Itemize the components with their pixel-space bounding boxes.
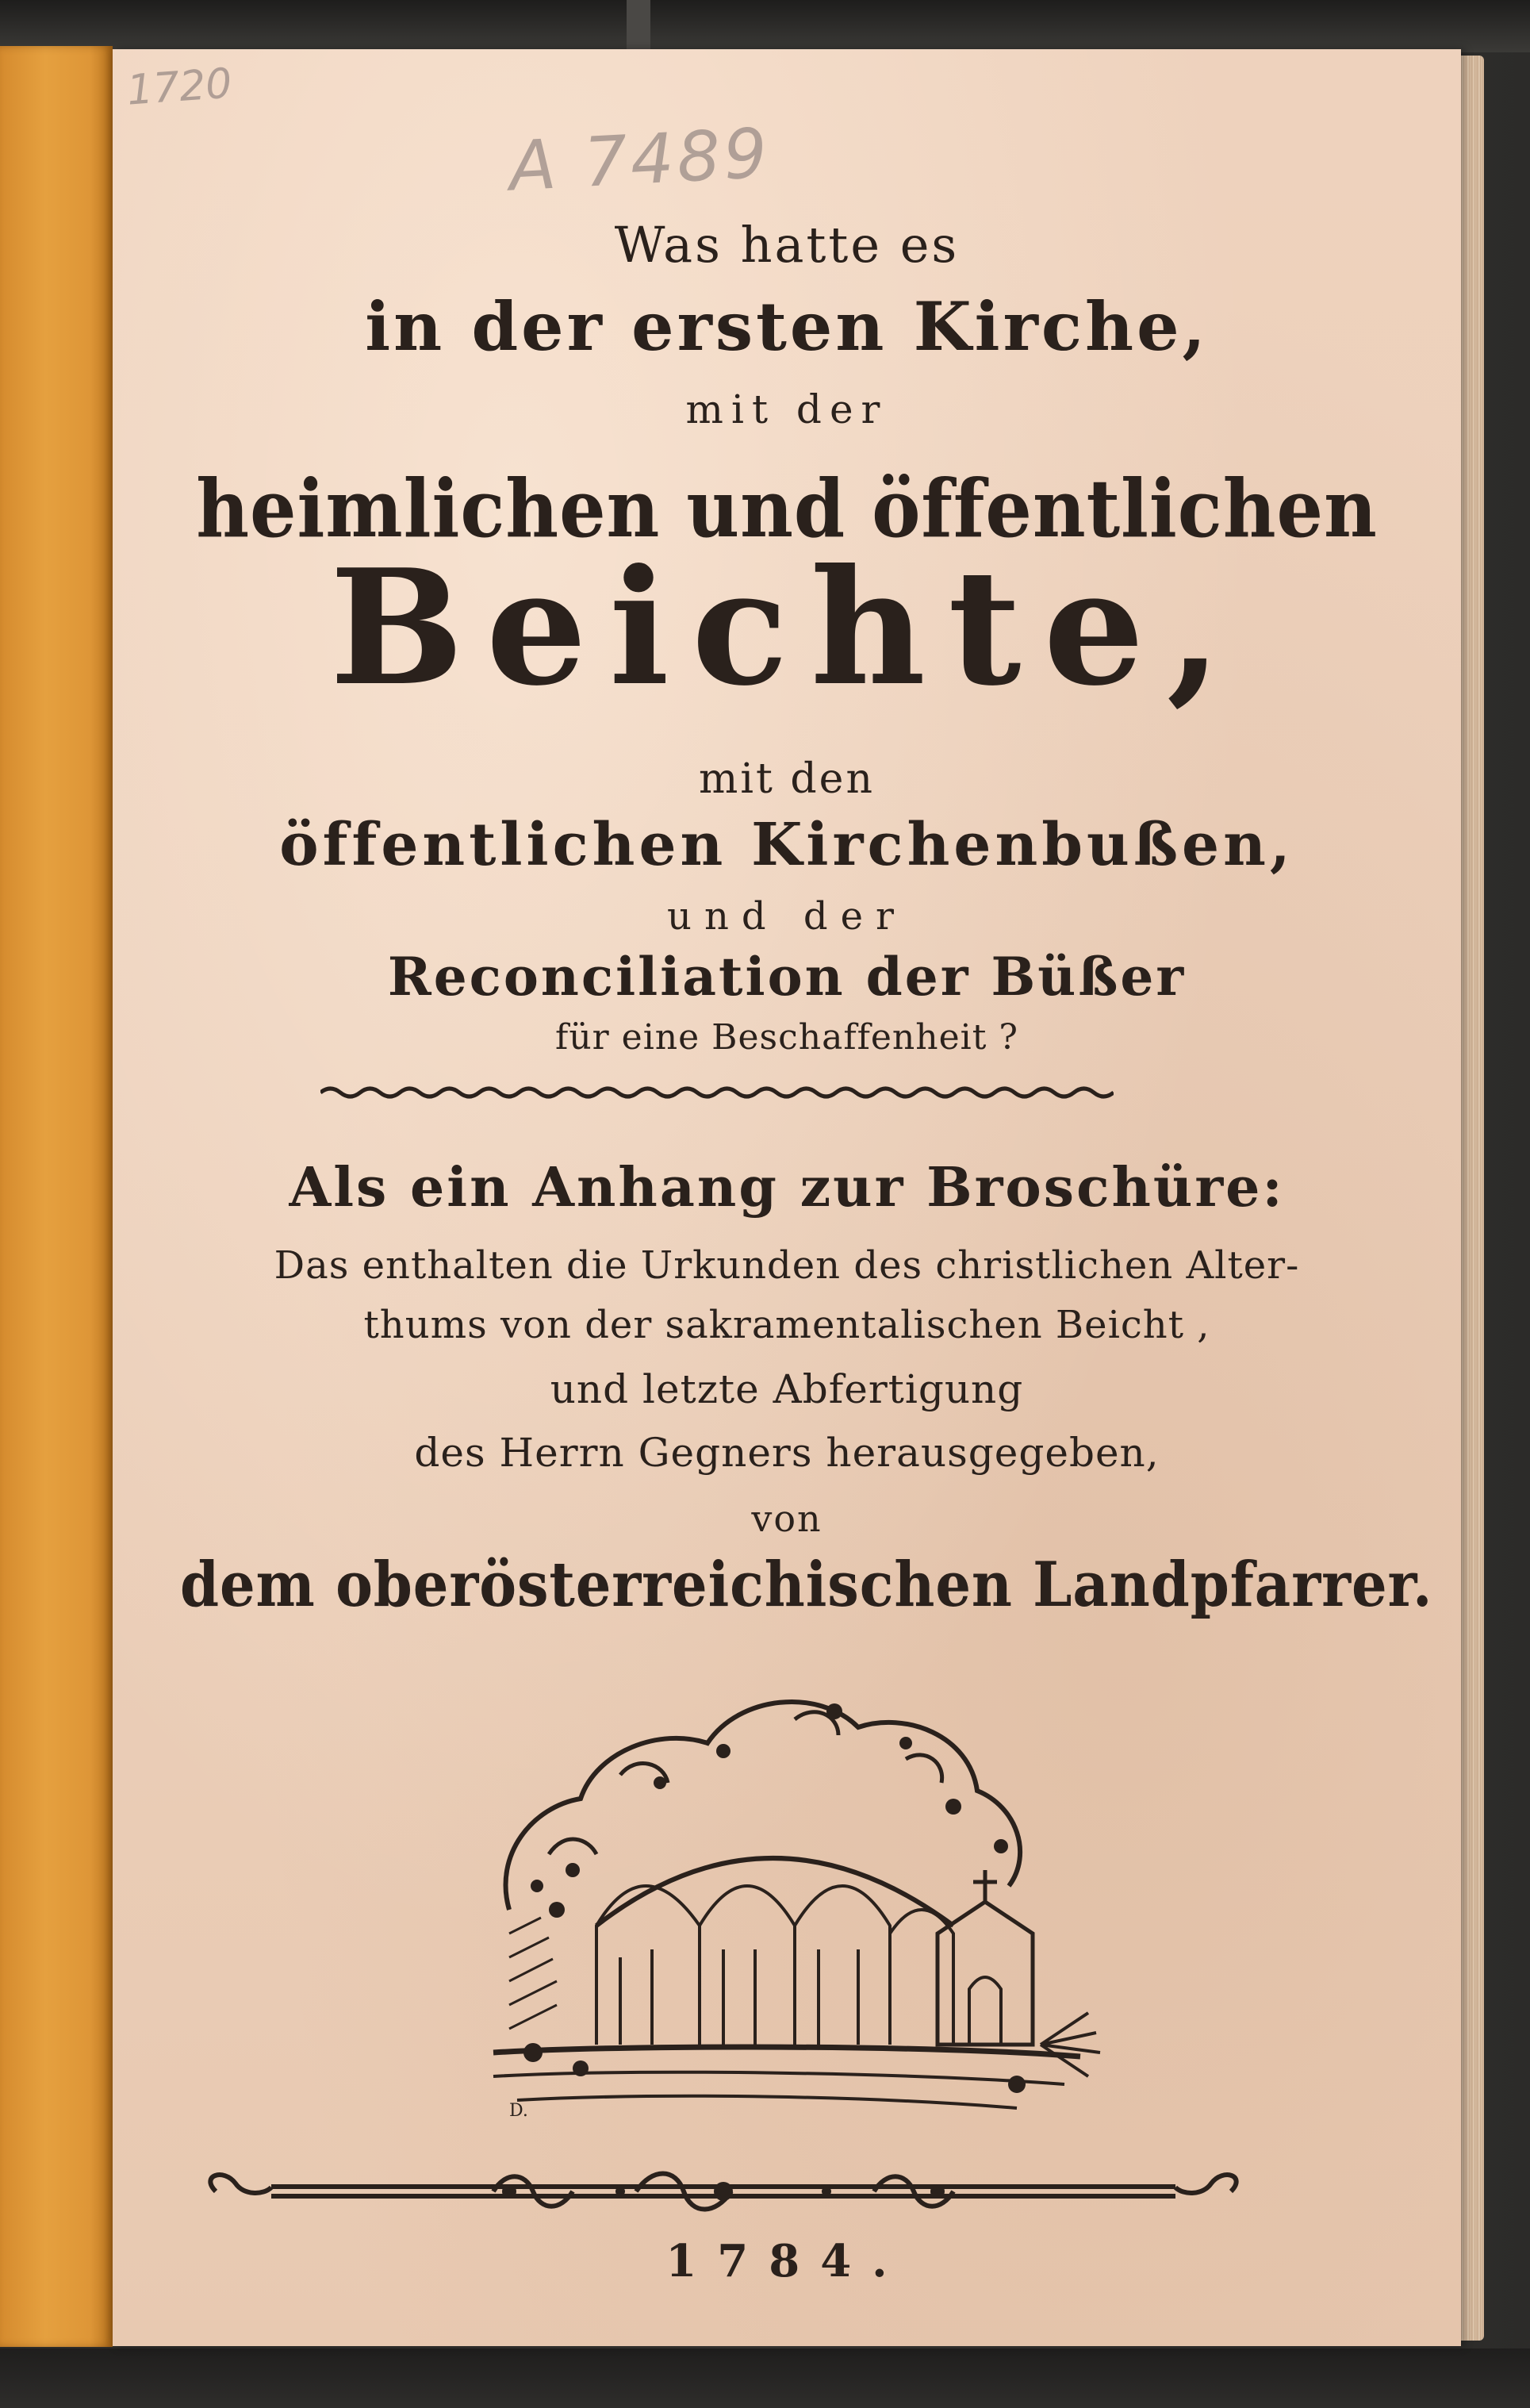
author-line: dem oberösterreichischen Landpfarrer. [180, 1549, 1433, 1621]
title-line: öffentlichen Kirchenbußen, [279, 811, 1294, 879]
bottom-shadow [0, 2348, 1530, 2408]
wavy-rule-icon [320, 1082, 1114, 1103]
scanner-top-strip [0, 0, 1530, 52]
subtitle-line: Das enthalten die Urkunden des christlichen Alter- [274, 1243, 1300, 1288]
title-line: für eine Beschaffenheit ? [555, 1017, 1018, 1058]
title-line: mit den [699, 755, 875, 803]
subtitle-line: Als ein Anhang zur Broschüre: [289, 1156, 1285, 1219]
church-ruin-woodcut-icon [462, 1672, 1112, 2132]
title-line: und der [667, 894, 907, 939]
title-line: mit der [685, 386, 888, 432]
title-line: Was hatte es [614, 216, 960, 274]
subtitle-line: thums von der sakramentalischen Beicht , [363, 1303, 1210, 1347]
cover-board [0, 46, 113, 2347]
title-line: heimlichen und öffentlichen [196, 462, 1378, 555]
title-page [113, 49, 1461, 2346]
title-line: in der ersten Kirche, [365, 287, 1209, 366]
subtitle-line: des Herrn Gegners herausgegeben, [414, 1430, 1160, 1476]
title-line: Reconciliation der Büßer [387, 946, 1187, 1008]
binding-clip [627, 0, 650, 52]
subtitle-line: und letzte Abfertigung [550, 1366, 1024, 1412]
svg-text:D.: D. [509, 2101, 528, 2121]
main-title-word: Beichte, [329, 535, 1244, 721]
shelf-mark-stamp: A 7489 [507, 113, 773, 207]
subtitle-line: von [751, 1497, 823, 1540]
publication-year: 1784. [665, 2235, 908, 2287]
shelf-mark-pencil: 1720 [125, 60, 234, 115]
scroll-ornament-rule-icon [192, 2160, 1255, 2223]
